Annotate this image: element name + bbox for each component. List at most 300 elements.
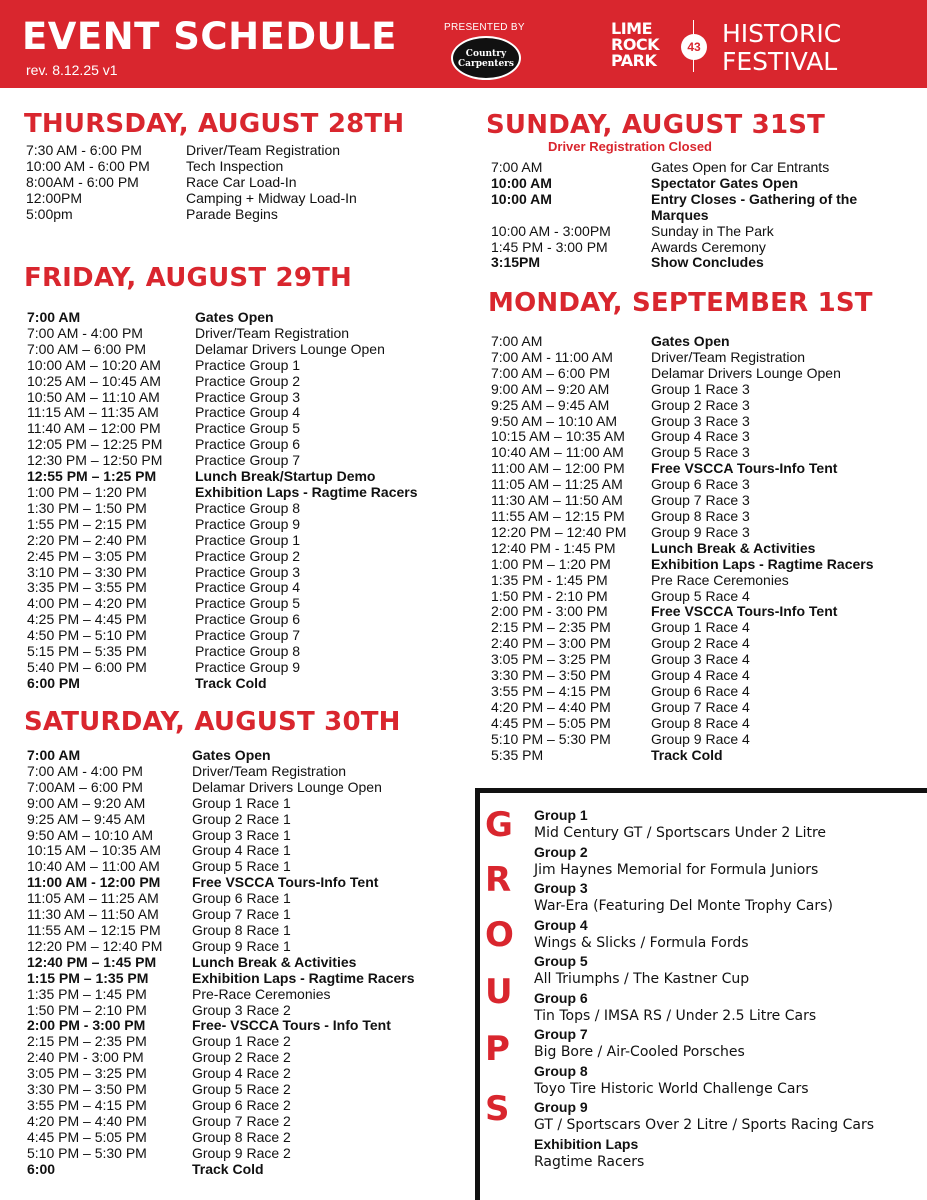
schedule-row (27, 1098, 447, 1114)
schedule-row (27, 517, 447, 533)
schedule-time: 5:40 PM – 6:00 PM (27, 658, 147, 675)
schedule-row (27, 469, 447, 485)
schedule-row (491, 350, 911, 366)
schedule-event: Practice Group 1 (195, 531, 301, 548)
schedule-time: 11:55 AM – 12:15 PM (27, 921, 161, 938)
schedule-event: Gates Open (195, 309, 274, 325)
schedule-time: 2:40 PM – 3:00 PM (491, 635, 611, 652)
schedule-time: 11:30 AM – 11:50 AM (27, 906, 159, 923)
schedule-row (27, 971, 447, 987)
groups-letter: P (485, 1029, 510, 1069)
schedule-time: 11:40 AM – 12:00 PM (27, 420, 161, 437)
group-description: Wings & Slicks / Formula Fords (534, 934, 749, 951)
schedule-row (27, 421, 447, 437)
schedule-time: 1:30 PM – 1:50 PM (27, 499, 147, 516)
schedule-event: Practice Group 1 (195, 356, 301, 373)
schedule-time: 3:55 PM – 4:15 PM (27, 1096, 147, 1113)
friday-heading: FRIDAY, AUGUST 29TH (24, 263, 353, 293)
group-description: War-Era (Featuring Del Monte Trophy Cars) (534, 898, 833, 914)
schedule-event: Group 5 Race 2 (192, 1081, 291, 1098)
schedule-event: Pre Race Ceremonies (651, 571, 789, 588)
group-name: Exhibition Laps (534, 1135, 639, 1152)
schedule-event: Entry Closes - Gathering of the Marques (651, 190, 858, 223)
schedule-row (27, 843, 447, 859)
schedule-time: 2:40 PM - 3:00 PM (27, 1049, 144, 1066)
schedule-row (491, 461, 911, 477)
thursday-schedule (26, 143, 446, 223)
group-name: Group 2 (534, 843, 588, 860)
schedule-event: Lunch Break & Activities (192, 953, 357, 970)
schedule-time: 7:00 AM (491, 159, 543, 175)
schedule-time: 8:00AM - 6:00 PM (26, 173, 139, 190)
schedule-time: 2:00 PM - 3:00 PM (491, 603, 608, 620)
schedule-row (27, 453, 447, 469)
schedule-event: Group 3 Race 3 (651, 412, 750, 429)
schedule-row (491, 589, 911, 605)
schedule-row (491, 334, 911, 350)
schedule-event: Camping + Midway Load-In (186, 189, 357, 206)
schedule-row (491, 732, 911, 748)
schedule-row (26, 159, 446, 175)
schedule-time: 7:30 AM - 6:00 PM (26, 142, 142, 158)
schedule-time: 3:10 PM – 3:30 PM (27, 563, 147, 580)
schedule-time: 7:00 AM - 11:00 AM (491, 348, 613, 365)
sponsor-name: Country Carpenters (458, 49, 514, 69)
schedule-event: Practice Group 6 (195, 611, 301, 628)
schedule-time: 10:00 AM – 10:20 AM (27, 356, 161, 373)
schedule-row (27, 342, 447, 358)
schedule-row (27, 987, 447, 1003)
schedule-time: 3:35 PM – 3:55 PM (27, 579, 147, 596)
schedule-event: Awards Ceremony (651, 238, 766, 255)
schedule-row (491, 429, 911, 445)
schedule-event: Practice Group 8 (195, 499, 301, 516)
schedule-row (27, 1114, 447, 1130)
schedule-time: 4:45 PM – 5:05 PM (491, 714, 611, 731)
schedule-event: Lunch Break & Activities (651, 539, 816, 556)
schedule-row (491, 525, 911, 541)
schedule-time: 5:15 PM – 5:35 PM (27, 643, 147, 660)
monday-heading: MONDAY, SEPTEMBER 1ST (488, 288, 873, 318)
schedule-event: Group 2 Race 1 (192, 810, 291, 827)
schedule-event: Practice Group 7 (195, 627, 301, 644)
schedule-time: 12:05 PM – 12:25 PM (27, 436, 163, 453)
schedule-row (491, 700, 911, 716)
schedule-row (491, 192, 891, 224)
schedule-time: 9:25 AM – 9:45 AM (27, 810, 146, 827)
schedule-row (491, 620, 911, 636)
schedule-time: 9:00 AM – 9:20 AM (491, 380, 610, 397)
schedule-row (491, 477, 911, 493)
schedule-event: Delamar Drivers Lounge Open (192, 778, 382, 795)
schedule-row (27, 859, 447, 875)
schedule-row (27, 875, 447, 891)
schedule-event: Race Car Load-In (186, 173, 297, 190)
schedule-row (491, 557, 911, 573)
schedule-time: 9:25 AM – 9:45 AM (491, 396, 610, 413)
schedule-time: 9:00 AM – 9:20 AM (27, 794, 146, 811)
schedule-time: 10:40 AM – 11:00 AM (27, 858, 160, 875)
festival-line-1: HISTORIC (722, 19, 842, 48)
schedule-event: Exhibition Laps - Ragtime Racers (651, 555, 874, 572)
schedule-time: 3:30 PM – 3:50 PM (27, 1081, 147, 1098)
saturday-heading: SATURDAY, AUGUST 30TH (24, 707, 401, 737)
schedule-event: Track Cold (195, 674, 267, 691)
schedule-row (27, 907, 447, 923)
schedule-time: 5:10 PM – 5:30 PM (27, 1144, 147, 1161)
schedule-event: Tech Inspection (186, 157, 284, 174)
schedule-row (491, 509, 911, 525)
group-description: Tin Tops / IMSA RS / Under 2.5 Litre Cars (534, 1007, 817, 1024)
schedule-event: Group 6 Race 4 (651, 682, 750, 699)
schedule-row (27, 1018, 447, 1034)
schedule-event: Spectator Gates Open (651, 174, 799, 191)
schedule-time: 11:00 AM - 12:00 PM (27, 874, 161, 891)
schedule-time: 12:20 PM – 12:40 PM (491, 523, 627, 540)
schedule-row (491, 176, 891, 192)
schedule-time: 10:00 AM (491, 190, 552, 207)
schedule-event: Practice Group 3 (195, 388, 301, 405)
schedule-event: Show Concludes (651, 254, 764, 271)
schedule-time: 10:40 AM – 11:00 AM (491, 444, 624, 461)
schedule-row (27, 390, 447, 406)
schedule-row (27, 1082, 447, 1098)
schedule-row (491, 493, 911, 509)
schedule-event: Free VSCCA Tours-Info Tent (651, 603, 838, 620)
schedule-event: Practice Group 2 (195, 372, 301, 389)
schedule-event: Group 4 Race 4 (651, 667, 750, 684)
group-name: Group 9 (534, 1099, 588, 1115)
group-description: All Triumphs / The Kastner Cup (534, 971, 750, 987)
schedule-time: 1:35 PM - 1:45 PM (491, 571, 608, 588)
schedule-event: Delamar Drivers Lounge Open (651, 364, 841, 381)
schedule-row (27, 1162, 447, 1178)
schedule-time: 1:00 PM – 1:20 PM (491, 555, 611, 572)
schedule-event: Group 8 Race 4 (651, 714, 750, 731)
festival-line-2: FESTIVAL (722, 47, 838, 76)
schedule-row (27, 358, 447, 374)
schedule-row (26, 175, 446, 191)
schedule-event: Group 1 Race 4 (651, 619, 750, 636)
group-name: Group 3 (534, 880, 588, 896)
schedule-event: Group 2 Race 3 (651, 396, 750, 413)
schedule-time: 4:50 PM – 5:10 PM (27, 627, 147, 644)
schedule-time: 3:15PM (491, 254, 541, 271)
schedule-time: 12:40 PM - 1:45 PM (491, 539, 616, 556)
sponsor-logo (451, 36, 521, 80)
schedule-event: Track Cold (192, 1160, 264, 1177)
schedule-event: Group 7 Race 4 (651, 698, 750, 715)
schedule-event: Group 1 Race 1 (192, 794, 291, 811)
schedule-event: Free VSCCA Tours-Info Tent (651, 460, 838, 477)
schedule-row (491, 684, 911, 700)
header-banner (0, 0, 927, 88)
schedule-event: Driver/Team Registration (186, 142, 341, 158)
schedule-row (27, 437, 447, 453)
schedule-time: 6:00 (27, 1160, 56, 1177)
group-name: Group 5 (534, 953, 588, 969)
schedule-row (27, 374, 447, 390)
schedule-event: Driver/Team Registration (651, 348, 806, 365)
sunday-heading: SUNDAY, AUGUST 31ST (486, 110, 826, 140)
revision-label: rev. 8.12.25 v1 (26, 62, 118, 78)
schedule-time: 1:50 PM - 2:10 PM (491, 587, 608, 604)
schedule-event: Pre-Race Ceremonies (192, 985, 331, 1002)
schedule-row (27, 1034, 447, 1050)
schedule-row (27, 612, 447, 628)
schedule-row (27, 676, 447, 692)
schedule-time: 11:00 AM – 12:00 PM (491, 460, 625, 477)
group-name: Group 1 (534, 807, 588, 823)
schedule-time: 4:25 PM – 4:45 PM (27, 611, 147, 628)
schedule-event: Practice Group 7 (195, 452, 301, 469)
page-title: EVENT SCHEDULE (22, 15, 397, 58)
schedule-time: 5:00pm (26, 205, 73, 222)
schedule-event: Group 9 Race 4 (651, 730, 750, 747)
schedule-event: Practice Group 4 (195, 579, 301, 596)
group-description: Ragtime Racers (534, 1153, 645, 1170)
group-description: Mid Century GT / Sportscars Under 2 Litre (534, 825, 827, 841)
schedule-event: Practice Group 3 (195, 563, 301, 580)
schedule-event: Group 5 Race 1 (192, 858, 291, 875)
schedule-event: Parade Begins (186, 205, 278, 222)
group-description: Jim Haynes Memorial for Formula Juniors (534, 861, 819, 878)
schedule-event: Group 6 Race 1 (192, 890, 291, 907)
schedule-time: 2:00 PM - 3:00 PM (27, 1017, 146, 1034)
schedule-row (27, 501, 447, 517)
schedule-row (27, 1130, 447, 1146)
venue-logo (611, 21, 659, 69)
schedule-time: 2:15 PM – 2:35 PM (491, 619, 611, 636)
schedule-time: 4:20 PM – 4:40 PM (491, 698, 611, 715)
schedule-event: Gates Open (651, 333, 730, 349)
group-name: Group 7 (534, 1026, 588, 1042)
schedule-time: 7:00 AM - 4:00 PM (27, 324, 143, 341)
edition-badge: 43 (681, 34, 707, 60)
schedule-event: Exhibition Laps - Ragtime Racers (195, 483, 418, 500)
schedule-event: Group 5 Race 4 (651, 587, 750, 604)
schedule-row (491, 636, 911, 652)
schedule-time: 10:50 AM – 11:10 AM (27, 388, 160, 405)
schedule-event: Group 8 Race 3 (651, 507, 750, 524)
schedule-row (27, 764, 447, 780)
schedule-row (491, 604, 911, 620)
schedule-event: Driver/Team Registration (192, 762, 347, 779)
schedule-event: Practice Group 9 (195, 515, 301, 532)
schedule-event: Gates Open (192, 747, 271, 763)
schedule-event: Group 1 Race 3 (651, 380, 750, 397)
schedule-row (27, 1003, 447, 1019)
schedule-row (27, 828, 447, 844)
groups-list (534, 806, 874, 1171)
schedule-row (27, 485, 447, 501)
schedule-time: 9:50 AM – 10:10 AM (27, 826, 154, 843)
sunday-schedule (491, 160, 891, 271)
schedule-time: 1:00 PM – 1:20 PM (27, 483, 147, 500)
schedule-row (491, 382, 911, 398)
festival-title (722, 20, 841, 76)
schedule-event: Group 8 Race 1 (192, 921, 291, 938)
schedule-event: Group 9 Race 3 (651, 523, 750, 540)
schedule-event: Group 3 Race 1 (192, 826, 291, 843)
venue-line-1: LIME (611, 19, 652, 38)
schedule-row (491, 240, 891, 256)
schedule-event: Free- VSCCA Tours - Info Tent (192, 1017, 391, 1034)
schedule-event: Delamar Drivers Lounge Open (195, 340, 385, 357)
schedule-time: 4:20 PM – 4:40 PM (27, 1112, 147, 1129)
schedule-time: 10:15 AM – 10:35 AM (27, 842, 161, 859)
schedule-time: 7:00 AM – 6:00 PM (27, 340, 147, 357)
schedule-row (27, 796, 447, 812)
presented-by-label: PRESENTED BY (444, 22, 525, 33)
schedule-time: 12:40 PM – 1:45 PM (27, 953, 157, 970)
group-description: GT / Sportscars Over 2 Litre / Sports Racing Cars (534, 1117, 875, 1133)
schedule-time: 10:15 AM – 10:35 AM (491, 428, 625, 445)
schedule-event: Group 5 Race 3 (651, 444, 750, 461)
schedule-row (491, 224, 891, 240)
schedule-event: Group 7 Race 3 (651, 492, 750, 509)
schedule-row (491, 668, 911, 684)
schedule-event: Practice Group 4 (195, 404, 301, 421)
schedule-row (27, 955, 447, 971)
schedule-time: 11:05 AM – 11:25 AM (491, 476, 623, 493)
schedule-event: Driver/Team Registration (195, 324, 350, 341)
schedule-event: Practice Group 9 (195, 658, 301, 675)
schedule-event: Free VSCCA Tours-Info Tent (192, 874, 379, 891)
schedule-row (491, 716, 911, 732)
schedule-time: 11:30 AM – 11:50 AM (491, 492, 623, 509)
schedule-time: 11:05 AM – 11:25 AM (27, 890, 159, 907)
schedule-row (27, 326, 447, 342)
schedule-time: 10:25 AM – 10:45 AM (27, 372, 161, 389)
schedule-event: Track Cold (651, 746, 723, 763)
schedule-row (491, 414, 911, 430)
schedule-row (27, 923, 447, 939)
schedule-row (27, 812, 447, 828)
schedule-time: 7:00 AM - 4:00 PM (27, 762, 143, 779)
schedule-row (27, 780, 447, 796)
schedule-row (27, 580, 447, 596)
schedule-time: 1:45 PM - 3:00 PM (491, 238, 608, 255)
schedule-time: 12:20 PM – 12:40 PM (27, 937, 163, 954)
schedule-event: Group 3 Race 2 (192, 1001, 291, 1018)
schedule-row (27, 1146, 447, 1162)
schedule-time: 1:50 PM – 2:10 PM (27, 1001, 147, 1018)
schedule-event: Practice Group 5 (195, 420, 301, 437)
schedule-time: 2:15 PM – 2:35 PM (27, 1033, 147, 1050)
schedule-event: Group 7 Race 2 (192, 1112, 291, 1129)
schedule-time: 9:50 AM – 10:10 AM (491, 412, 618, 429)
schedule-time: 2:45 PM – 3:05 PM (27, 547, 147, 564)
schedule-row (491, 366, 911, 382)
schedule-row (27, 405, 447, 421)
schedule-time: 6:00 PM (27, 674, 80, 691)
schedule-event: Group 7 Race 1 (192, 906, 291, 923)
schedule-event: Group 1 Race 2 (192, 1033, 291, 1050)
schedule-time: 1:55 PM – 2:15 PM (27, 515, 147, 532)
schedule-row (491, 255, 891, 271)
schedule-event: Group 9 Race 2 (192, 1144, 291, 1161)
friday-schedule (27, 310, 447, 692)
schedule-row (27, 1066, 447, 1082)
schedule-time: 12:55 PM – 1:25 PM (27, 468, 157, 485)
schedule-time: 4:45 PM – 5:05 PM (27, 1128, 147, 1145)
schedule-event: Group 2 Race 4 (651, 635, 750, 652)
schedule-row (27, 891, 447, 907)
schedule-time: 7:00 AM – 6:00 PM (491, 364, 611, 381)
schedule-time: 7:00 AM (27, 747, 81, 763)
schedule-time: 3:55 PM – 4:15 PM (491, 682, 611, 699)
schedule-row (27, 660, 447, 676)
schedule-time: 11:55 AM – 12:15 PM (491, 507, 625, 524)
schedule-time: 3:05 PM – 3:25 PM (491, 651, 611, 668)
schedule-time: 10:00 AM - 3:00PM (491, 222, 611, 239)
group-description: Toyo Tire Historic World Challenge Cars (534, 1080, 809, 1097)
schedule-event: Group 6 Race 3 (651, 476, 750, 493)
groups-letter: R (485, 860, 512, 900)
schedule-time: 12:00PM (26, 189, 83, 206)
group-description: Big Bore / Air-Cooled Porsches (534, 1044, 745, 1060)
venue-line-3: PARK (611, 51, 657, 70)
schedule-row (491, 398, 911, 414)
schedule-row (27, 565, 447, 581)
schedule-row (26, 207, 446, 223)
schedule-time: 11:15 AM – 11:35 AM (27, 404, 159, 421)
schedule-time: 7:00 AM (27, 309, 81, 325)
schedule-event: Group 9 Race 1 (192, 937, 291, 954)
schedule-time: 4:00 PM – 4:20 PM (27, 595, 147, 612)
schedule-event: Exhibition Laps - Ragtime Racers (192, 969, 415, 986)
schedule-row (27, 939, 447, 955)
schedule-row (27, 310, 447, 326)
schedule-event: Group 2 Race 2 (192, 1049, 291, 1066)
schedule-row (491, 160, 891, 176)
schedule-event: Group 4 Race 3 (651, 428, 750, 445)
schedule-event: Lunch Break/Startup Demo (195, 468, 376, 485)
groups-letter: O (485, 915, 514, 955)
schedule-event: Group 4 Race 2 (192, 1065, 291, 1082)
schedule-row (27, 1050, 447, 1066)
schedule-event: Group 4 Race 1 (192, 842, 291, 859)
schedule-event: Gates Open for Car Entrants (651, 159, 830, 175)
schedule-time: 10:00 AM (491, 174, 552, 191)
venue-line-2: ROCK (611, 35, 660, 54)
schedule-row (491, 445, 911, 461)
schedule-time: 12:30 PM – 12:50 PM (27, 452, 163, 469)
schedule-row (491, 573, 911, 589)
schedule-time: 10:00 AM - 6:00 PM (26, 157, 150, 174)
schedule-row (27, 533, 447, 549)
groups-letter: U (485, 972, 513, 1012)
groups-letter: S (485, 1089, 510, 1129)
group-name: Group 4 (534, 916, 588, 933)
schedule-event: Practice Group 8 (195, 643, 301, 660)
sunday-subheading: Driver Registration Closed (548, 139, 712, 154)
schedule-time: 3:05 PM – 3:25 PM (27, 1065, 147, 1082)
schedule-row (491, 748, 911, 764)
schedule-row (26, 191, 446, 207)
thursday-heading: THURSDAY, AUGUST 28TH (24, 109, 405, 139)
schedule-time: 1:15 PM – 1:35 PM (27, 969, 149, 986)
schedule-event: Group 8 Race 2 (192, 1128, 291, 1145)
schedule-time: 2:20 PM – 2:40 PM (27, 531, 147, 548)
schedule-event: Sunday in The Park (651, 222, 774, 239)
schedule-event: Practice Group 2 (195, 547, 301, 564)
groups-letter: G (485, 805, 513, 845)
schedule-row (491, 541, 911, 557)
group-name: Group 8 (534, 1062, 588, 1079)
schedule-row (27, 549, 447, 565)
